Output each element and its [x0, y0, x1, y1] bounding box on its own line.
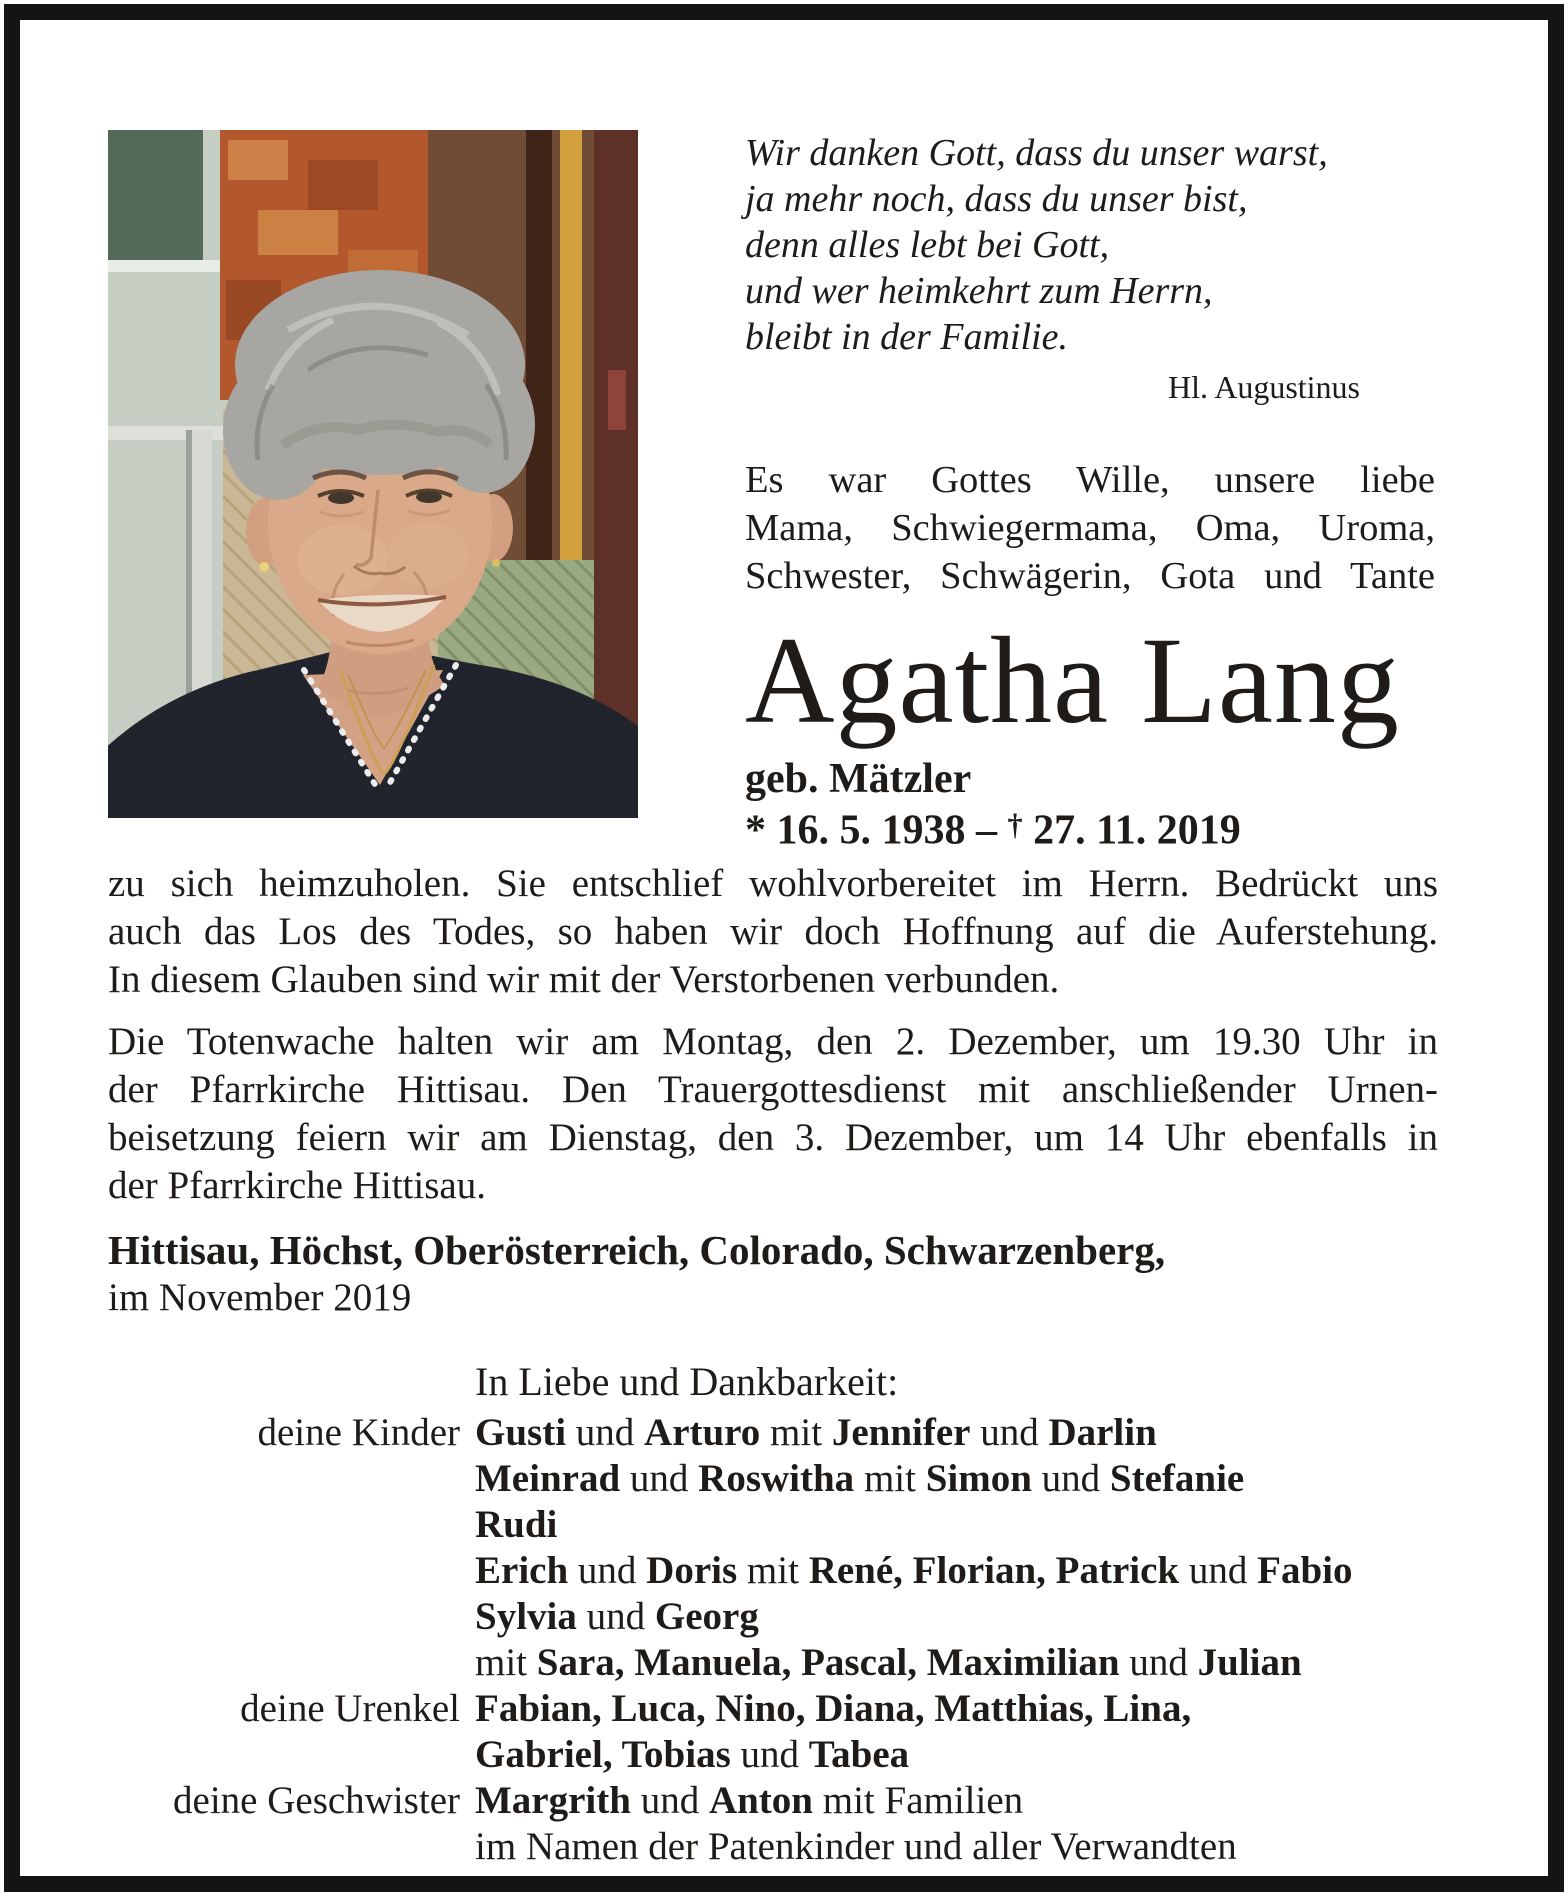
family-connector-text: und — [568, 1549, 647, 1592]
family-member-name: Fabian, Luca, Nino, Diana, Matthias, Lina, — [475, 1687, 1192, 1730]
family-names — [475, 1778, 1023, 1824]
birth-date: * 16. 5. 1938 – — [745, 807, 997, 854]
death-date: 27. 11. 2019 — [1033, 807, 1241, 854]
family-relation-label: deine Geschwister — [173, 1779, 460, 1822]
family-member-name: René, Florian, Patrick — [808, 1549, 1180, 1592]
family-member-name: Stefanie — [1109, 1457, 1245, 1500]
family-member-name: Sara, Manuela, Pascal, Maximilian — [536, 1641, 1120, 1684]
family-member-name: Anton — [708, 1779, 813, 1822]
quote-attribution: Hl. Augustinus — [1167, 369, 1360, 405]
family-member-name: Tabea — [808, 1733, 910, 1776]
body-paragraph-1 — [108, 860, 1438, 1004]
quote-line: und wer heimkehrt zum Herrn, — [745, 270, 1213, 312]
family-names — [475, 1502, 557, 1548]
family-member-name: Margrith — [475, 1779, 631, 1822]
family-member-name: Julian — [1197, 1641, 1302, 1684]
family-connector-text: mit — [854, 1457, 926, 1500]
family-connector-text: und — [576, 1595, 655, 1638]
family-member-name: Arturo — [644, 1411, 761, 1454]
quote-line: Wir danken Gott, dass du unser warst, — [745, 132, 1328, 174]
family-connector-text: im Namen der Patenkinder und aller Verwandten — [475, 1825, 1237, 1868]
family-member-name: Meinrad — [475, 1457, 621, 1500]
body-line: Die Totenwache halten wir am Montag, den 2. Dezember, um 19.30 Uhr in — [108, 1020, 1438, 1063]
obituary-content — [20, 20, 1548, 1870]
body-line: der Pfarrkirche Hittisau. — [108, 1164, 486, 1207]
family-relation-label — [108, 1548, 460, 1594]
family-member-name: Rudi — [475, 1503, 558, 1546]
body-line: In diesem Glauben sind wir mit der Verstorbenen verbunden. — [108, 958, 1060, 1001]
family-relation-label — [108, 1640, 460, 1686]
deceased-name: Agatha Lang — [745, 612, 1400, 749]
family-member-name: Simon — [925, 1457, 1032, 1500]
places-line: Hittisau, Höchst, Oberösterreich, Colorado, Schwarzenberg, — [108, 1227, 1166, 1273]
family-names — [475, 1548, 1352, 1594]
family-row — [108, 1732, 1438, 1778]
family-connector-text: und — [566, 1411, 645, 1454]
family-names — [475, 1594, 759, 1640]
family-connector-text: und — [1179, 1549, 1258, 1592]
death-cross-icon: † — [1007, 808, 1023, 842]
family-connector-text: und — [1031, 1457, 1110, 1500]
family-relation-label: deine Urenkel — [240, 1687, 460, 1730]
family-list — [108, 1410, 1438, 1870]
family-row — [108, 1410, 1438, 1456]
family-member-name: Georg — [654, 1595, 759, 1638]
family-member-name: Sylvia — [475, 1595, 577, 1638]
family-row — [108, 1640, 1438, 1686]
memorial-quote — [745, 130, 1435, 360]
family-member-name: Jennifer — [831, 1411, 971, 1454]
body-paragraph-2 — [108, 1018, 1438, 1210]
family-relation-label: deine Kinder — [257, 1411, 460, 1454]
family-relation-label — [108, 1732, 460, 1778]
family-names — [475, 1640, 1302, 1686]
family-connector-text: und — [1119, 1641, 1198, 1684]
family-row — [108, 1456, 1438, 1502]
family-member-name: Gusti — [475, 1411, 567, 1454]
body-line: der Pfarrkirche Hittisau. Den Trauergottesdienst mit anschließender Urnen- — [108, 1068, 1438, 1111]
family-connector-text: und — [620, 1457, 699, 1500]
family-connector-text: und — [970, 1411, 1049, 1454]
body-line: zu sich heimzuholen. Sie entschlief wohlvorbereitet im Herrn. Bedrückt uns — [108, 862, 1438, 905]
family-relation-label — [108, 1456, 460, 1502]
family-member-name: Erich — [475, 1549, 569, 1592]
family-member-name: Fabio — [1257, 1549, 1353, 1592]
obituary-frame — [4, 4, 1564, 1892]
intro-line: Mama, Schwiegermama, Oma, Uroma, — [745, 507, 1435, 549]
family-row — [108, 1778, 1438, 1824]
top-section — [108, 130, 1438, 860]
family-member-name: Roswitha — [698, 1457, 855, 1500]
family-names — [475, 1456, 1244, 1502]
family-connector-text: mit — [475, 1641, 537, 1684]
body-line: auch das Los des Todes, so haben wir doch Hoffnung auf die Auferstehung. — [108, 910, 1438, 953]
intro-line: Es war Gottes Wille, unsere liebe — [745, 459, 1435, 501]
family-relation-label — [108, 1824, 460, 1870]
family-row — [108, 1502, 1438, 1548]
body-line: beisetzung feiern wir am Dienstag, den 3. Dezember, um 14 Uhr ebenfalls in — [108, 1116, 1438, 1159]
portrait-illustration — [108, 130, 638, 818]
family-connector-text: mit — [760, 1411, 832, 1454]
life-dates — [745, 802, 1435, 853]
family-connector-text: mit — [737, 1549, 809, 1592]
family-member-name: Gabriel, Tobias — [475, 1733, 731, 1776]
family-connector-text: und — [630, 1779, 709, 1822]
family-row — [108, 1548, 1438, 1594]
family-names — [475, 1824, 1237, 1870]
family-row — [108, 1686, 1438, 1732]
intro-line: Schwester, Schwägerin, Gota und Tante — [745, 555, 1435, 597]
quote-line: ja mehr noch, dass du unser bist, — [745, 178, 1248, 220]
family-row — [108, 1824, 1438, 1870]
family-connector-text: und — [730, 1733, 809, 1776]
date-line: im November 2019 — [108, 1276, 412, 1319]
dedication-line: In Liebe und Dankbarkeit: — [475, 1359, 899, 1404]
family-member-name: Doris — [646, 1549, 738, 1592]
family-row — [108, 1594, 1438, 1640]
family-relation-label — [108, 1502, 460, 1548]
portrait-photo — [108, 130, 638, 818]
right-column — [745, 130, 1435, 860]
intro-paragraph — [745, 456, 1435, 600]
quote-line: denn alles lebt bei Gott, — [745, 224, 1110, 266]
family-connector-text: mit Familien — [813, 1779, 1024, 1822]
family-relation-label — [108, 1594, 460, 1640]
family-names — [475, 1732, 909, 1778]
family-names — [475, 1686, 1191, 1732]
family-names — [475, 1410, 1157, 1456]
maiden-name: geb. Mätzler — [745, 756, 972, 802]
family-member-name: Darlin — [1048, 1411, 1157, 1454]
quote-line: bleibt in der Familie. — [745, 316, 1068, 358]
